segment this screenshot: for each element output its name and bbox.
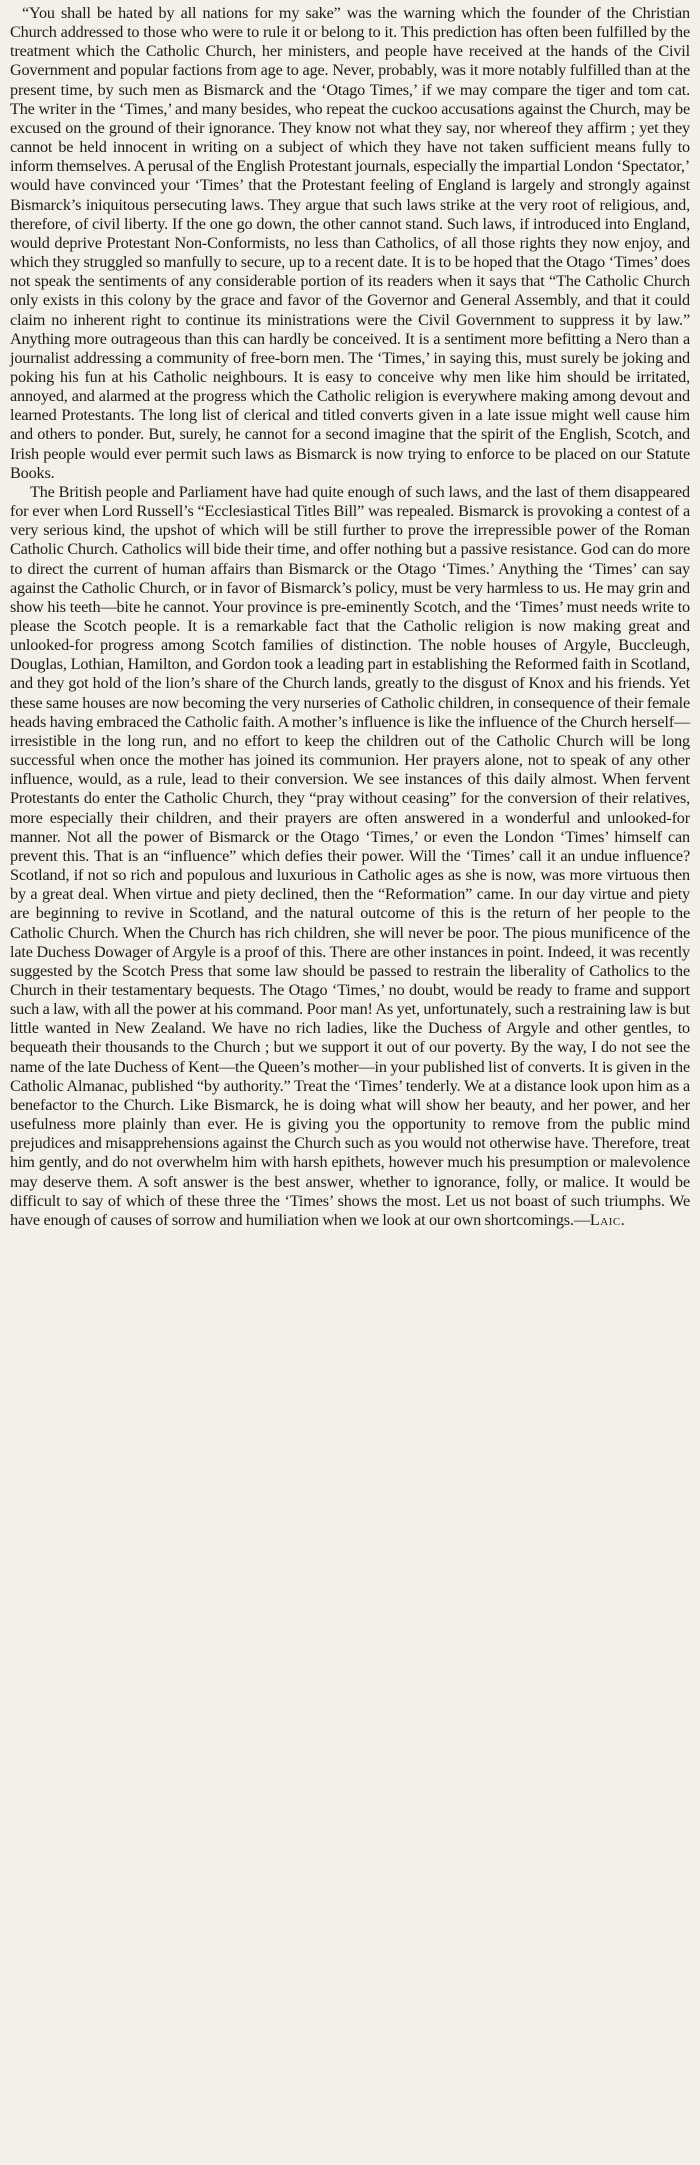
paragraph-1: “You shall be hated by all nations for my sake” was the warning which the founder of the Christian Church addressed to those who were to rule it or belong to it. This prediction has often been fulfilled by the treatment which the Catholic Church, her ministers, and people have received at the hands of the Civil Government and popular factions from age to age. Never, probably, was it more notably fulfilled than at the present time, by such men as Bismarck and the ‘Otago Times,’ if we may compare the tiger and tom cat. The writer in the ‘Times,’ and many besides, who repeat the cuckoo accusations against the Church, may be excused on the ground of their ignorance. They know not what they say, nor whereof they affirm ; yet they cannot be held innocent in writing on a subject of which they have not taken sufficient means fully to inform themselves. A perusal of the English Protestant journals, especially the impartial London ‘Spectator,’ would have convinced your ‘Times’ that the Protestant feeling of England is largely and strongly against Bismarck’s iniquitous persecuting laws. They argue that such laws strike at the very root of religious, and, therefore, of civil liberty. If the one go down, the other cannot stand. Such laws, if introduced into England, would deprive Protestant Non-Conformists, no less than Catholics, of all those rights they now enjoy, and which they struggled so manfully to secure, up to a recent date. It is to be hoped that the Otago ‘Times’ does not speak the sentiments of any considerable portion of its readers when it says that “The Catholic Church only exists in this colony by the grace and favor of the Governor and General Assembly, and that it could claim no inherent right to continue its ministrations were the Civil Government to suppress it by law.” Anything more outrageous than this can hardly be conceived. It is a sentiment more befitting a Nero than a journalist addressing a community of free-born men. The ‘Times,’ in saying this, must surely be joking and poking his fun at his Catholic neighbours. It is easy to conceive why men like him should be irritated, annoyed, and alarmed at the progress which the Catholic religion is everywhere making among devout and learned Protestants. The long list of clerical and titled converts given in a late issue might well cause him and others to ponder. But, surely, he cannot for a second imagine that the spirit of the English, Scotch, and Irish people would ever permit such laws as Bismarck is now trying to enforce to be placed on our Statute Books. xyxy=(10,4,690,482)
article-column xyxy=(10,4,690,1230)
paragraph-2 xyxy=(10,483,690,1230)
signature: Laic. xyxy=(589,1210,626,1229)
paragraph-2-text: The British people and Parliament have had quite enough of such laws, and the last of them disappeared for ever when Lord Russell’s “Ecclesiastical Titles Bill” was repealed. Bismarck is provoking a contest of a very serious kind, the upshot of which will be still further to prove the irrepressible power of the Roman Catholic Church. Catholics will bide their time, and offer nothing but a passive resistance. God can do more to direct the current of human affairs than Bismarck or the Otago ‘Times.’ Anything the ‘Times’ can say against the Catholic Church, or in favor of Bismarck’s policy, must be very harmless to us. He may grin and show his teeth—bite he cannot. Your province is pre-eminently Scotch, and the ‘Times’ must needs write to please the Scotch people. It is a remarkable fact that the Catholic religion is now making great and unlooked-for progress among Scotch families of distinction. The noble houses of Argyle, Buccleugh, Douglas, Lothian, Hamilton, and Gordon took a leading part in establishing the Reformed faith in Scotland, and they got hold of the lion’s share of the Church lands, greatly to the disgust of Knox and his friends. Yet these same houses are now becoming the very nurseries of Catholic children, in consequence of their female heads having embraced the Catholic faith. A mother’s influence is like the influence of the Church herself—irresistible in the long run, and no effort to keep the children out of the Catholic Church will be long successful when once the mother has joined its communion. Her prayers alone, not to speak of any other influence, would, as a rule, lead to their conversion. We see instances of this daily almost. When fervent Protestants do enter the Catholic Church, they “pray without ceasing” for the conversion of their relatives, more especially their children, and their prayers are often answered in a wonderful and unlooked-for manner. Not all the power of Bismarck or the Otago ‘Times,’ or even the London ‘Times’ himself can prevent this. That is an “influence” which defies their power. Will the ‘Times’ call it an undue influence? Scotland, if not so rich and populous and luxurious in Catholic ages as she is now, was more virtuous then by a great deal. When virtue and piety declined, then the “Reformation” came. In our day virtue and piety are beginning to revive in Scotland, and the natural outcome of this is the return of her people to the Catholic Church. When the Church has rich children, she will never be poor. The pious munificence of the late Duchess Dowager of Argyle is a proof of this. There are other instances in point. Indeed, it was recently suggested by the Scotch Press that some law should be passed to restrain the liberality of Catholics to the Church in their testamentary bequests. The Otago ‘Times,’ no doubt, would be ready to frame and support such a law, with all the power at his command. Poor man! As yet, unfortunately, such a restraining law is but little wanted in New Zealand. We have no rich ladies, like the Duchess of Argyle and other gentles, to bequeath their thousands to the Church ; but we support it out of our poverty. By the way, I do not see the name of the late Duchess of Kent—the Queen’s mother—in your published list of converts. It is given in the Catholic Almanac, published “by authority.” Treat the ‘Times’ tenderly. We at a distance look upon him as a benefactor to the Church. Like Bismarck, he is doing what will show her beauty, and her power, and her usefulness more plainly than ever. He is giving you the opportunity to remove from the public mind prejudices and misapprehensions against the Church such as you would not otherwise have. Therefore, treat him gently, and do not overwhelm him with harsh epithets, however much his presumption or malevolence may deserve them. A soft answer is the best answer, whether to ignorance, folly, or malice. It would be difficult to say of which of these three the ‘Times’ shows the most. Let us not boast of such triumphs. We have enough of causes of sorrow and humiliation when we look at our own shortcomings.— xyxy=(10,482,690,1229)
